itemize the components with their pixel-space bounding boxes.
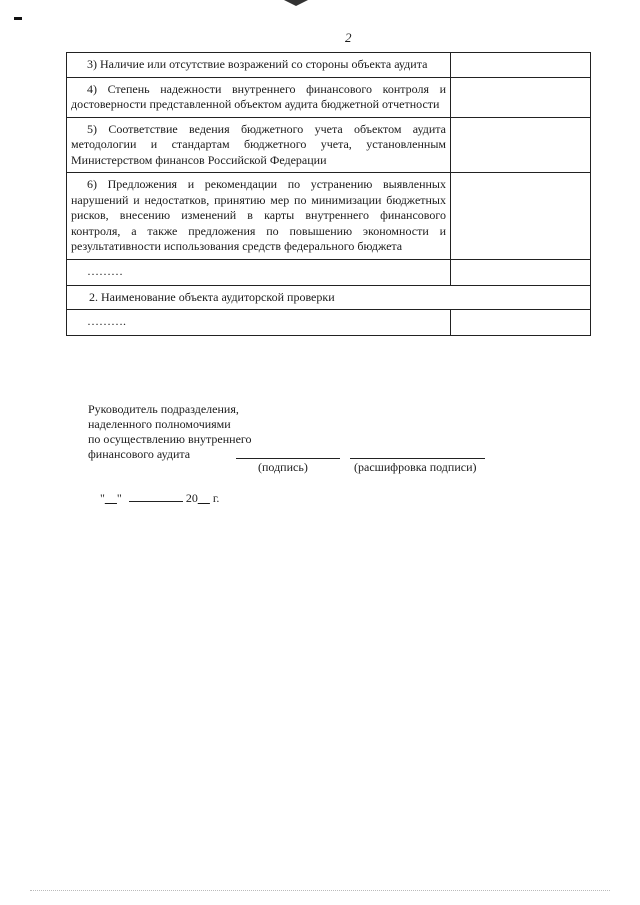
row-text: 5) Соответствие ведения бюджетного учета объектом аудита методологии и стандартам бюджетного учета, установленным Министерством финансов Российской Федерации <box>71 121 446 167</box>
table-row <box>67 53 591 78</box>
table-row <box>67 173 591 260</box>
row-text: 6) Предложения и рекомендации по устранению выявленных нарушений и недостатков, принятию мер по минимизации бюджетных рисков, внесению изменений в карты внутреннего финансового контроля, а также предложения по повышению экономности и результативности использования средств федерального бюджета <box>71 177 446 253</box>
date-month-blank[interactable] <box>129 501 183 502</box>
signature-title-line: наделенного полномочиями <box>88 417 231 431</box>
scan-artifact-bottom <box>30 890 610 891</box>
table-row <box>67 259 591 285</box>
row-value-cell <box>451 117 591 173</box>
scan-artifact-mark <box>284 0 308 6</box>
row-text: ………. <box>87 314 126 328</box>
date-year-prefix: 20 <box>185 491 198 505</box>
date-open-quote: " <box>100 491 105 505</box>
row-value-cell <box>451 77 591 117</box>
row-value-cell <box>451 310 591 336</box>
date-day[interactable]: __ <box>104 491 117 505</box>
row-text: 4) Степень надежности внутреннего финансового контроля и достоверности представленной объектом аудита бюджетной отчетности <box>71 81 446 111</box>
table-row <box>67 77 591 117</box>
row-value-cell <box>451 173 591 260</box>
row-description <box>67 53 451 78</box>
section-heading: 2. Наименование объекта аудиторской проверки <box>67 285 591 310</box>
row-text: 3) Наличие или отсутствие возражений со стороны объекта аудита <box>87 57 428 71</box>
signature-line[interactable] <box>236 458 340 459</box>
row-text: ……… <box>87 263 123 278</box>
row-description <box>67 117 451 173</box>
table-section-row <box>67 285 591 310</box>
signature-title-line: финансового аудита <box>88 447 191 461</box>
signature-caption: (подпись) <box>258 460 308 474</box>
date-year-suffix[interactable]: __ <box>197 491 210 505</box>
table-row <box>67 310 591 336</box>
row-description <box>67 173 451 260</box>
row-value-cell <box>451 259 591 285</box>
table-row <box>67 117 591 173</box>
scan-artifact-dot <box>14 17 22 20</box>
date-year-abbrev: г. <box>212 491 220 505</box>
page-number: 2 <box>345 30 352 45</box>
signature-title-line: Руководитель подразделения, <box>88 402 239 416</box>
date-line <box>100 491 219 506</box>
signature-decode-line[interactable] <box>350 458 485 459</box>
row-description <box>67 77 451 117</box>
row-description <box>67 259 451 285</box>
date-close-quote: " <box>116 491 122 505</box>
signature-title-line: по осуществлению внутреннего <box>88 432 252 446</box>
row-value-cell <box>451 53 591 78</box>
row-description <box>67 310 451 336</box>
audit-results-table <box>66 52 591 336</box>
signature-block <box>88 402 252 462</box>
signature-decode-caption: (расшифровка подписи) <box>354 460 477 474</box>
